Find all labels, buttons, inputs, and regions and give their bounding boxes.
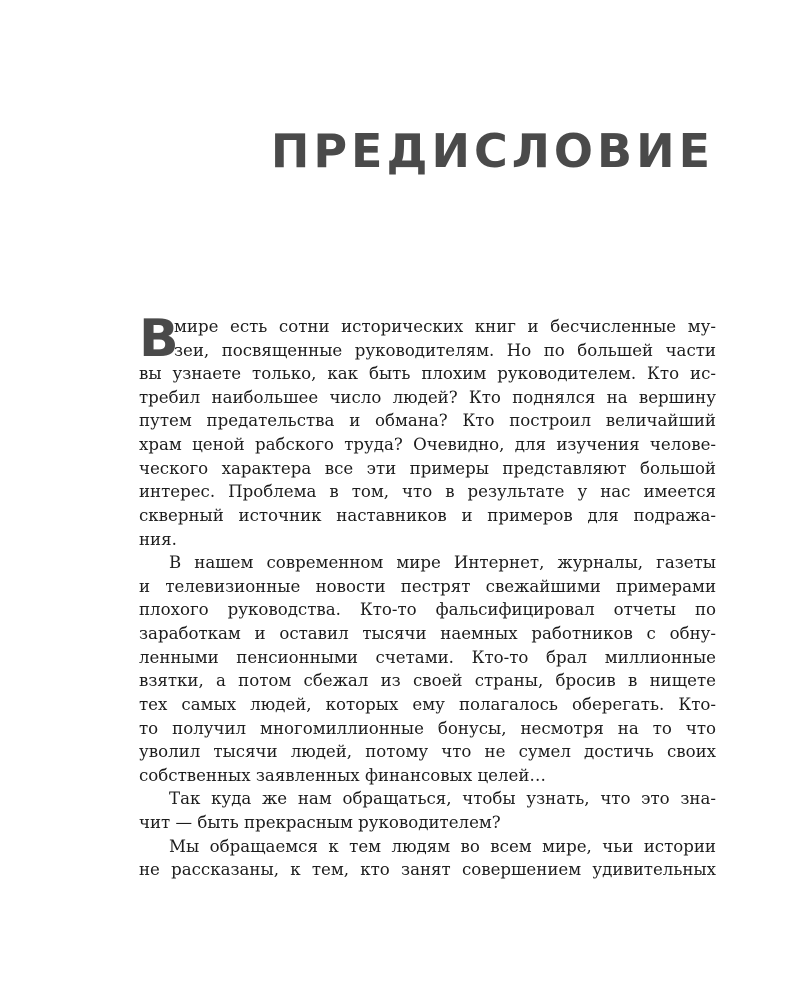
text-line: плохого руководства. Кто-то фальсифицировал отчеты по [139, 600, 716, 619]
text-line: тех самых людей, которых ему полагалось оберегать. Кто- [139, 695, 716, 714]
text-line: уволил тысячи людей, потому что не сумел достичь своих [139, 742, 716, 761]
text-line: то получил многомиллионные бонусы, несмотря на то что [139, 719, 716, 738]
text-line: ленными пенсионными счетами. Кто-то брал миллионные [139, 648, 716, 667]
text-line: заработкам и оставил тысячи наемных работников с обну- [139, 624, 716, 643]
text-line: вы узнаете только, как быть плохим руководителем. Кто ис- [139, 364, 716, 383]
chapter-title: ПРЕДИСЛОВИЕ [270, 124, 714, 178]
text-line: взятки, а потом сбежал из своей страны, бросив в нищете [139, 671, 716, 690]
text-line: не рассказаны, к тем, кто занят совершением удивительных [139, 860, 716, 879]
text-line: скверный источник наставников и примеров для подража- [139, 506, 716, 525]
text-line: путем предательства и обмана? Кто построил величайший [139, 411, 716, 430]
text-line: интерес. Проблема в том, что в результате у нас имеется [139, 482, 716, 501]
text-line: храм ценой рабского труда? Очевидно, для изучения челове- [139, 435, 716, 454]
text-line: мире есть сотни исторических книг и бесчисленные му- [174, 317, 716, 336]
text-line: Так куда же нам обращаться, чтобы узнать, что это зна- [169, 789, 716, 808]
text-line: требил наибольшее число людей? Кто поднялся на вершину [139, 388, 716, 407]
text-line: В нашем современном мире Интернет, журналы, газеты [169, 553, 716, 572]
drop-cap: В [139, 309, 179, 369]
text-line: Мы обращаемся к тем людям во всем мире, чьи истории [169, 837, 716, 856]
text-line: зеи, посвященные руководителям. Но по большей части [174, 341, 716, 360]
text-line: и телевизионные новости пестрят свежайшими примерами [139, 577, 716, 596]
text-line: ния. [139, 530, 177, 549]
text-line: чит — быть прекрасным руководителем? [139, 813, 501, 832]
text-line: собственных заявленных финансовых целей… [139, 766, 546, 785]
text-line: ческого характера все эти примеры представляют большой [139, 459, 716, 478]
